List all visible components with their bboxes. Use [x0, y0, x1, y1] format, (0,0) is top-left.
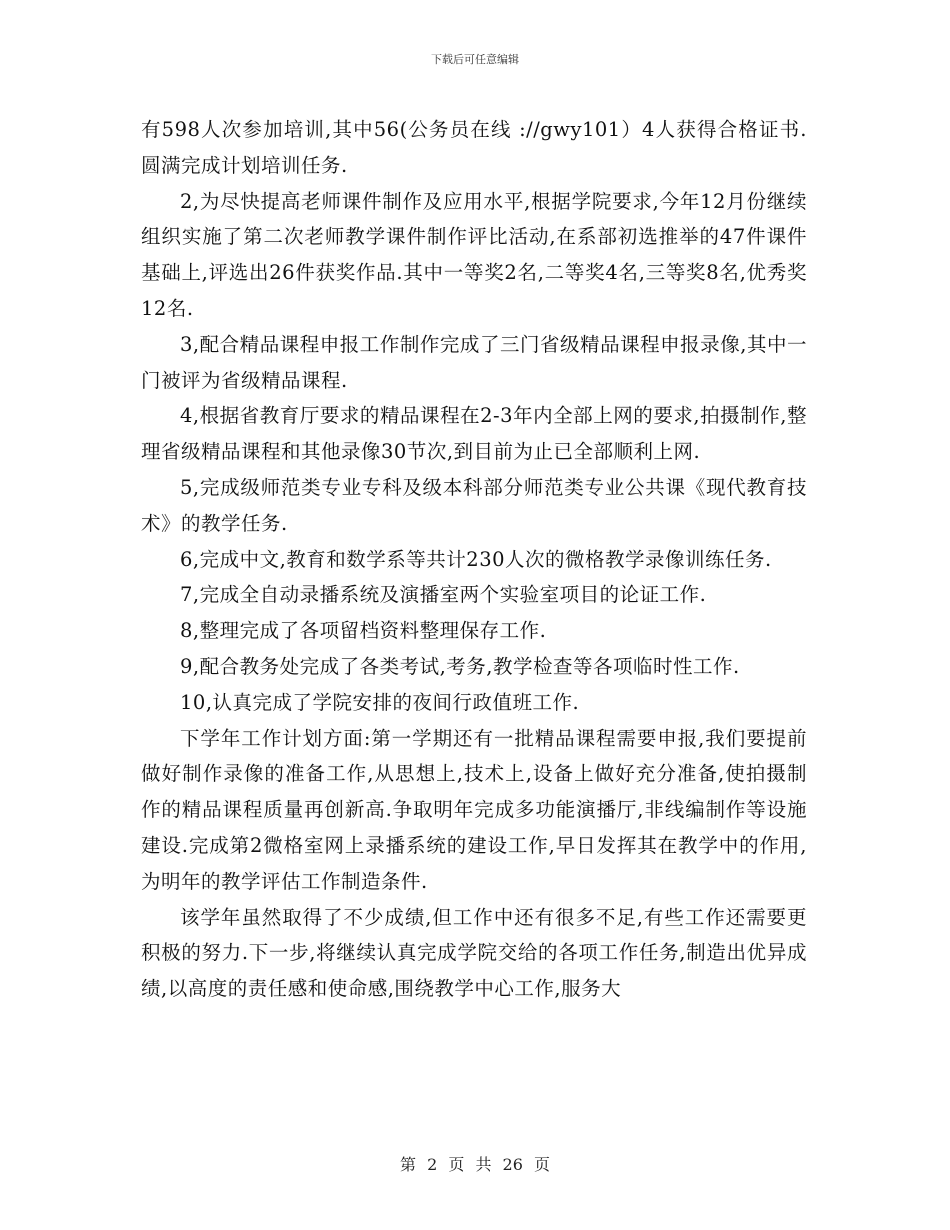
paragraph: 该学年虽然取得了不少成绩,但工作中还有很多不足,有些工作还需要更积极的努力.下一步,将继续认真完成学院交给的各项工作任务,制造出优异成绩,以高度的责任感和使命感,围绕教学中心工作,服务大	[141, 905, 807, 1001]
paragraph: 2,为尽快提高老师课件制作及应用水平,根据学院要求,今年12月份继续组织实施了第二次老师教学课件制作评比活动,在系部初选推举的47件课件基础上,评选出26件获奖作品.其中一等奖2名,二等奖4名,三等奖8名,优秀奖12名.	[141, 189, 807, 320]
paragraph: 9,配合教务处完成了各类考试,考务,教学检查等各项临时性工作.	[180, 654, 740, 678]
paragraph: 3,配合精品课程申报工作制作完成了三门省级精品课程申报录像,其中一门被评为省级精品课程.	[141, 332, 807, 392]
paragraph: 10,认真完成了学院安排的夜间行政值班工作.	[180, 690, 580, 714]
paragraph: 下学年工作计划方面:第一学期还有一批精品课程需要申报,我们要提前做好制作录像的准备工作,从思想上,技术上,设备上做好充分准备,使拍摄制作的精品课程质量再创新高.争取明年完成多功能演播厅,非线编制作等设施建设.完成第2微格室网上录播系统的建设工作,早日发挥其在教学中的作用,为明年的教学评估工作制造条件.	[141, 726, 807, 893]
paragraph: 有598人次参加培训,其中56(公务员在线 ://gwy101）4人获得合格证书.圆满完成计划培训任务.	[141, 118, 807, 177]
paragraph: 5,完成级师范类专业专科及级本科部分师范类专业公共课《现代教育技术》的教学任务.	[141, 475, 807, 535]
document-body	[141, 112, 807, 1007]
paragraph: 4,根据省教育厅要求的精品课程在2-3年内全部上网的要求,拍摄制作,整理省级精品课程和其他录像30节次,到目前为止已全部顺利上网.	[141, 404, 807, 464]
paragraph: 7,完成全自动录播系统及演播室两个实验室项目的论证工作.	[180, 583, 707, 607]
page-number: 第 2 页 共 26 页	[400, 1155, 550, 1174]
paragraph: 8,整理完成了各项留档资料整理保存工作.	[180, 619, 547, 643]
page-header: 下载后可任意编辑	[431, 53, 519, 66]
paragraph: 6,完成中文,教育和数学系等共计230人次的微格教学录像训练任务.	[180, 547, 772, 571]
